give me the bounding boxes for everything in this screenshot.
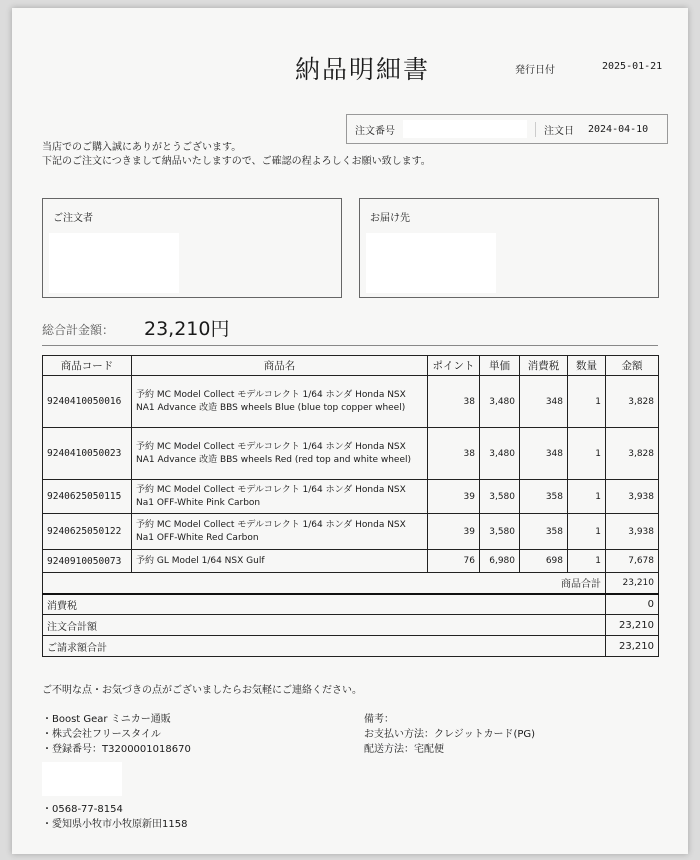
item-amount: 3,938 [606, 480, 659, 514]
summary-value: 23,210 [606, 636, 659, 657]
contact-line: ・0568-77-8154 [42, 804, 123, 815]
shipping-method: 配送方法：宅配便 [364, 744, 444, 755]
shop-line: ・Boost Gear ミニカー通販 [42, 714, 171, 725]
item-code: 9240625050115 [43, 480, 132, 514]
notes-label: 備考： [364, 714, 394, 725]
item-tax: 698 [520, 550, 568, 573]
header-amount: 金額 [606, 356, 659, 376]
table-header-row [43, 356, 659, 376]
delivery-slip-page [12, 8, 688, 854]
order-info-box [346, 114, 668, 144]
item-code: 9240410050016 [43, 376, 132, 428]
item-qty: 1 [568, 550, 606, 573]
item-amount: 3,828 [606, 428, 659, 480]
table-row [43, 376, 659, 428]
item-name: 予約 MC Model Collect モデルコレクト 1/64 ホンダ Honda NSX NA1 Advance 改造 BBS wheels Blue (blue top copper wheel) [132, 376, 428, 428]
table-row [43, 428, 659, 480]
subtotal-value: 23,210 [606, 573, 659, 594]
delivery-label: お届け先 [370, 213, 410, 224]
orderer-label: ご注文者 [53, 213, 93, 224]
header-price: 単価 [480, 356, 520, 376]
table-row [43, 480, 659, 514]
greeting-line: 下記のご注文につきまして納品いたしますので、ご確認の程よろしくお願い致します。 [42, 156, 431, 167]
issue-date: 2025-01-21 [602, 61, 663, 72]
item-qty: 1 [568, 376, 606, 428]
item-name: 予約 MC Model Collect モデルコレクト 1/64 ホンダ Honda NSX NA1 Advance 改造 BBS wheels Red (red top and white wheel) [132, 428, 428, 480]
summary-label: 消費税 [43, 594, 606, 615]
order-date-label: 注文日 [535, 122, 582, 137]
inquiry-note: ご不明な点・お気づきの点がございましたらお気軽にご連絡ください。 [42, 685, 362, 696]
item-amount: 3,828 [606, 376, 659, 428]
summary-row [43, 594, 659, 615]
summary-row [43, 636, 659, 657]
order-date: 2024-04-10 [588, 123, 649, 135]
order-number-redacted [403, 120, 527, 138]
item-points: 76 [428, 550, 480, 573]
table-row [43, 550, 659, 573]
summary-row [43, 615, 659, 636]
item-points: 39 [428, 480, 480, 514]
grand-total-value: 23,210円 [144, 318, 230, 340]
item-code: 9240910050073 [43, 550, 132, 573]
table-row [43, 514, 659, 550]
orderer-redacted [49, 233, 179, 293]
item-amount: 3,938 [606, 514, 659, 550]
greeting-line: 当店でのご購入誠にありがとうございます。 [42, 142, 242, 153]
item-qty: 1 [568, 514, 606, 550]
shop-redacted [42, 762, 122, 796]
header-name: 商品名 [132, 356, 428, 376]
order-number-label: 注文番号 [355, 125, 395, 137]
contact-line: ・愛知県小牧市小牧原新田1158 [42, 819, 188, 830]
items-table [42, 355, 659, 657]
summary-label: 注文合計額 [43, 615, 606, 636]
greeting [42, 141, 431, 169]
subtotal-label: 商品合計 [43, 573, 606, 594]
item-price: 6,980 [480, 550, 520, 573]
item-qty: 1 [568, 480, 606, 514]
summary-value: 23,210 [606, 615, 659, 636]
delivery-box [359, 198, 659, 298]
shop-line: ・登録番号：T3200001018670 [42, 744, 191, 755]
item-price: 3,480 [480, 376, 520, 428]
item-price: 3,480 [480, 428, 520, 480]
header-code: 商品コード [43, 356, 132, 376]
document-title: 納品明細書 [295, 55, 431, 84]
notes [364, 712, 535, 757]
subtotal-row [43, 573, 659, 594]
header-qty: 数量 [568, 356, 606, 376]
header-tax: 消費税 [520, 356, 568, 376]
divider [42, 345, 658, 346]
shop-info [42, 712, 191, 832]
item-points: 38 [428, 376, 480, 428]
item-tax: 348 [520, 428, 568, 480]
item-price: 3,580 [480, 514, 520, 550]
item-tax: 348 [520, 376, 568, 428]
item-name: 予約 MC Model Collect モデルコレクト 1/64 ホンダ Honda NSX Na1 OFF-White Red Carbon [132, 514, 428, 550]
item-name: 予約 MC Model Collect モデルコレクト 1/64 ホンダ Honda NSX Na1 OFF-White Pink Carbon [132, 480, 428, 514]
item-tax: 358 [520, 480, 568, 514]
item-amount: 7,678 [606, 550, 659, 573]
header-points: ポイント [428, 356, 480, 376]
item-tax: 358 [520, 514, 568, 550]
item-qty: 1 [568, 428, 606, 480]
item-name: 予約 GL Model 1/64 NSX Gulf [132, 550, 428, 573]
issue-date-label: 発行日付 [515, 65, 555, 76]
summary-value: 0 [606, 594, 659, 615]
item-code: 9240410050023 [43, 428, 132, 480]
shop-line: ・株式会社フリースタイル [42, 729, 161, 740]
grand-total-label: 総合計金額： [42, 323, 115, 337]
delivery-redacted [366, 233, 496, 293]
item-points: 38 [428, 428, 480, 480]
item-points: 39 [428, 514, 480, 550]
item-code: 9240625050122 [43, 514, 132, 550]
payment-method: お支払い方法：クレジットカード(PG) [364, 729, 536, 740]
orderer-box [42, 198, 342, 298]
summary-label: ご請求額合計 [43, 636, 606, 657]
item-price: 3,580 [480, 480, 520, 514]
